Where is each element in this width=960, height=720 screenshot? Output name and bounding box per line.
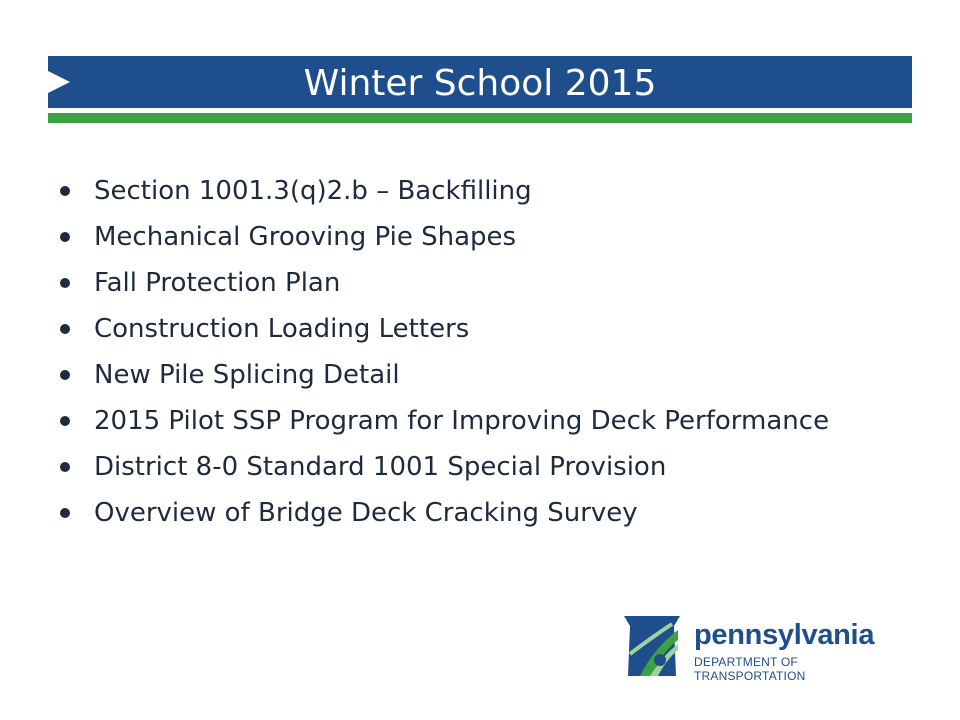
bullet-text: District 8-0 Standard 1001 Special Provision	[94, 452, 667, 482]
bullet-item	[58, 494, 878, 532]
bullet-list	[58, 172, 878, 540]
logo-name: pennsylvania	[694, 619, 875, 651]
penndot-logo	[620, 614, 910, 684]
bullet-dot-icon	[60, 232, 70, 242]
bullet-dot-icon	[60, 324, 70, 334]
bullet-dot-icon	[60, 462, 70, 472]
bullet-text: New Pile Splicing Detail	[94, 360, 400, 390]
bullet-item	[58, 402, 878, 440]
bullet-item	[58, 172, 878, 210]
bullet-dot-icon	[60, 370, 70, 380]
logo-subtitle: DEPARTMENT OF TRANSPORTATION	[694, 655, 806, 683]
bullet-dot-icon	[60, 416, 70, 426]
bullet-dot-icon	[60, 508, 70, 518]
bullet-text: Construction Loading Letters	[94, 314, 470, 344]
bullet-item	[58, 310, 878, 348]
bullet-text: 2015 Pilot SSP Program for Improving Deck Performance	[94, 406, 830, 436]
green-divider	[48, 113, 912, 123]
bullet-item	[58, 356, 878, 394]
bullet-text: Section 1001.3(q)2.b – Backfilling	[94, 176, 532, 206]
bullet-item	[58, 218, 878, 256]
bullet-text: Overview of Bridge Deck Cracking Survey	[94, 498, 638, 528]
keystone-road-icon	[620, 614, 684, 680]
bullet-dot-icon	[60, 278, 70, 288]
bullet-dot-icon	[60, 186, 70, 196]
slide-title: Winter School 2015	[303, 63, 657, 104]
bullet-text: Mechanical Grooving Pie Shapes	[94, 222, 517, 252]
bullet-item	[58, 264, 878, 302]
bullet-text: Fall Protection Plan	[94, 268, 341, 298]
bullet-item	[58, 448, 878, 486]
